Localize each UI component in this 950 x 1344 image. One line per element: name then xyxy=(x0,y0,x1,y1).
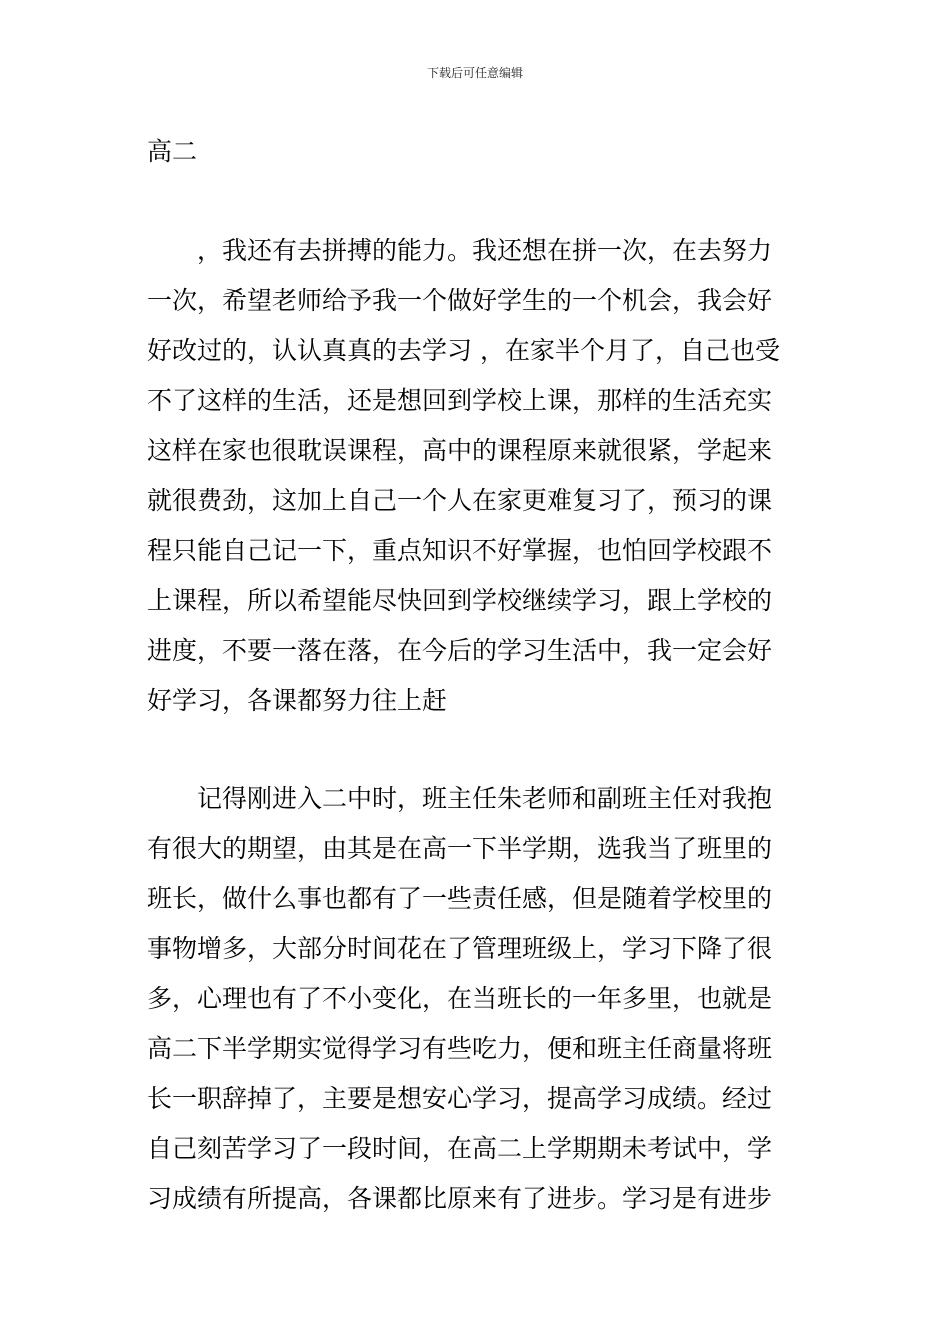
paragraph-line: 好改过的，认认真真的去学习 ，在家半个月了，自己也受 xyxy=(147,336,780,365)
paragraph-line: 自己刻苦学习了一段时间，在高二上学期期未考试中，学 xyxy=(147,1134,773,1163)
paragraph-line: 习成绩有所提高，各课都比原来有了进步。学习是有进步 xyxy=(147,1184,773,1213)
paragraph-line: 上课程，所以希望能尽快回到学校继续学习，跟上学校的 xyxy=(147,586,773,615)
paragraph-line: 事物增多，大部分时间花在了管理班级上，学习下降了很 xyxy=(147,934,773,963)
paragraph-line: 高二下半学期实觉得学习有些吃力，便和班主任商量将班 xyxy=(147,1034,773,1063)
document-title: 高二 xyxy=(147,137,198,166)
paragraph-2 xyxy=(147,774,807,1224)
paragraph-line: 好学习，各课都努力往上赶 xyxy=(147,686,448,715)
paragraph-line: 进度，不要一落在落，在今后的学习生活中，我一定会好 xyxy=(147,636,773,665)
paragraph-line: 一次，希望老师给予我一个做好学生的一个机会，我会好 xyxy=(147,286,773,315)
paragraph-line: 不了这样的生活，还是想回到学校上课，那样的生活充实 xyxy=(147,386,773,415)
paragraph-line: 程只能自己记一下，重点知识不好掌握，也怕回学校跟不 xyxy=(147,536,773,565)
paragraph-line: 多，心理也有了不小变化，在当班长的一年多里，也就是 xyxy=(147,984,773,1013)
paragraph-1 xyxy=(147,226,807,726)
paragraph-line: 长一职辞掉了，主要是想安心学习，提高学习成绩。经过 xyxy=(147,1084,773,1113)
paragraph-line: 就很费劲，这加上自己一个人在家更难复习了，预习的课 xyxy=(147,486,773,515)
paragraph-line: ，我还有去拼搏的能力。我还想在拼一次，在去努力 xyxy=(197,236,773,265)
paragraph-line: 这样在家也很耽误课程，高中的课程原来就很紧，学起来 xyxy=(147,436,773,465)
page-header-note: 下载后可任意编辑 xyxy=(426,66,523,80)
paragraph-line: 记得刚进入二中时，班主任朱老师和副班主任对我抱 xyxy=(197,784,773,813)
paragraph-line: 有很大的期望，由其是在高一下半学期，选我当了班里的 xyxy=(147,834,773,863)
paragraph-line: 班长，做什么事也都有了一些责任感，但是随着学校里的 xyxy=(147,884,773,913)
